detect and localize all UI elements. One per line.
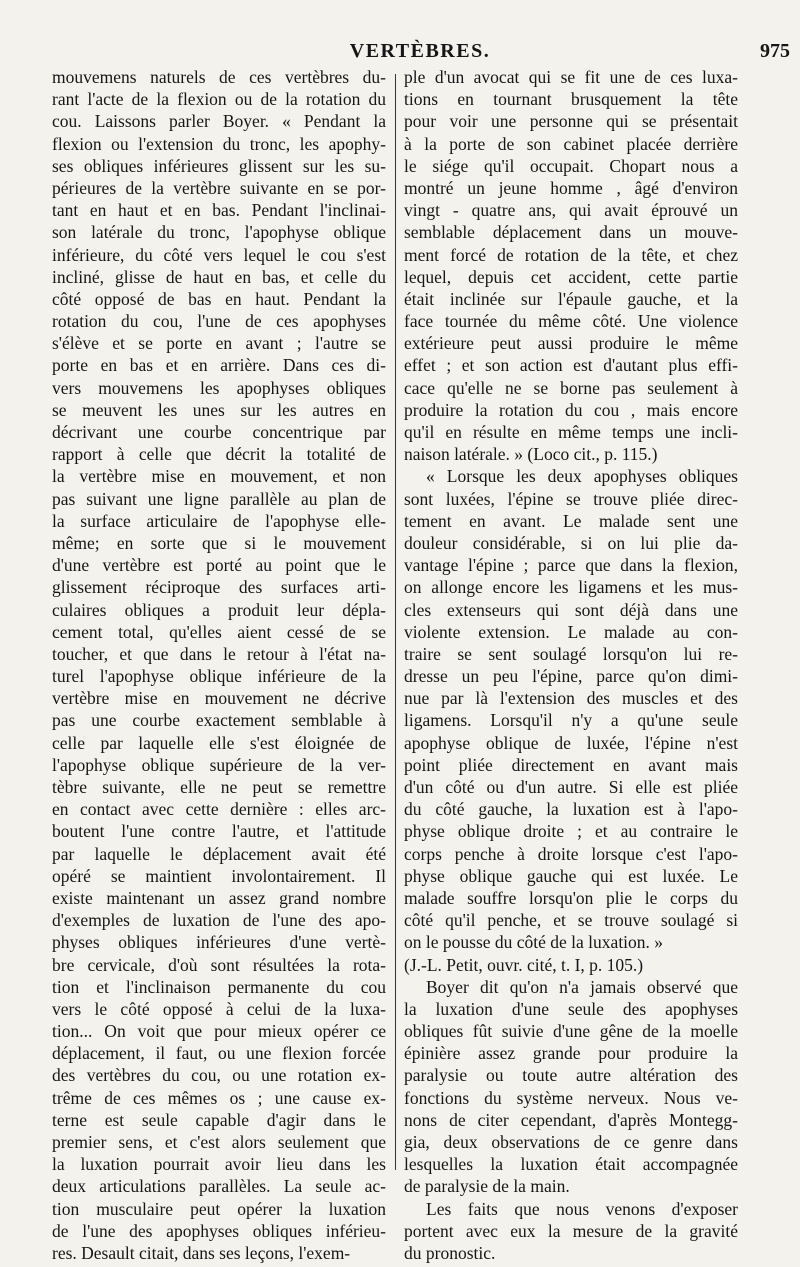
text-line: se meuvent les unes sur les autres en [52,399,386,420]
text-line: physe oblique gauche qui est luxée. Le [404,865,738,886]
text-line: lesquelles la luxation était accompagnée [404,1154,738,1175]
text-line: trême de ces mêmes os ; une cause ex- [52,1087,386,1108]
text-line: cement total, qu'elles aient cessé de se [52,621,386,642]
text-line: ligamens. Lorsqu'il n'y a qu'une seule [404,710,738,731]
text-line: naison latérale. » (Loco cit., p. 115.) [404,444,658,465]
text-line: s'élève et se porte en avant ; l'autre se [52,333,386,354]
text-line: rant l'acte de la flexion ou de la rotation du [52,89,386,110]
text-line: ment forcé de rotation de la tête, et chez [404,244,738,265]
running-head: VERTÈBRES. [349,40,491,62]
text-line: côté qu'il penche, et se trouve soulagé si [404,910,738,931]
text-line: portent avec eux la mesure de la gravité [404,1220,738,1241]
column-divider [395,74,396,1170]
text-line: d'un côté ou d'un autre. Si elle est pliée [404,777,738,797]
text-line: cou. Laissons parler Boyer. « Pendant la [52,111,386,132]
text-line: (J.-L. Petit, ouvr. cité, t. I, p. 105.) [404,954,644,975]
text-line: pour voir une personne qui se présentait [404,111,738,132]
text-line: obliques fût suivie d'une gêne de la moelle [404,1021,738,1042]
text-line: épinière assez grande pour produire la [404,1043,738,1064]
text-line: apophyse oblique de luxée, l'épine n'est [404,732,738,753]
text-line: porte en bas et en arrière. Dans ces di- [52,355,386,376]
text-line: côté opposé de bas en haut. Pendant la [52,288,386,309]
text-line: tèbre suivante, elle ne peut se remettre [52,777,386,797]
text-line: la vertèbre mise en mouvement, et non [52,466,386,487]
text-line: cace qu'elle ne se borne pas seulement à [404,377,738,398]
text-line: déplacement, il faut, ou une flexion forcée [52,1043,386,1064]
text-line: produire la rotation du cou , mais encore [404,399,738,420]
text-line: tant en haut et en bas. Pendant l'inclinai- [52,200,386,221]
text-line: tion... On voit que pour mieux opérer ce [52,1021,386,1042]
text-line: premier sens, et c'est alors seulement que [52,1132,386,1152]
text-line: nue par là l'extension des muscles et des [404,688,738,709]
text-line: la luxation pourrait avoir lieu dans les [52,1154,386,1175]
text-line: sont luxées, l'épine se trouve pliée direc- [404,488,738,509]
text-line: la surface articulaire de l'apophyse elle- [52,510,386,531]
text-line: montré un jeune homme , âgé d'environ [404,177,738,198]
text-line: boutent l'une contre l'autre, et l'attitude [52,821,386,842]
text-line: du côté gauche, la luxation est à l'apo- [404,799,738,820]
text-line: rotation du cou, l'une de ces apophyses [52,311,386,332]
text-line: son latérale du tronc, l'apophyse oblique [52,222,386,243]
text-line: existe maintenant un assez grand nombre [52,887,386,908]
text-line: turel l'apophyse oblique inférieure de la [52,666,386,687]
text-line: du pronostic. [404,1242,496,1263]
text-line: point pliée directement en avant mais [404,754,738,775]
text-line: terne est seule capable d'agir dans le [52,1109,386,1130]
text-line: inférieure, du côté vers lequel le cou s'est [52,244,386,265]
text-line: culaires obliques a produit leur dépla- [52,599,386,620]
text-line: res. Desault citait, dans ses leçons, l'exem- [52,1242,351,1263]
text-line: face tournée du même côté. Une violence [404,311,738,332]
text-line: tion musculaire peut opérer la luxation [52,1198,386,1219]
text-line: cles extenseurs qui sont déjà dans une [404,599,738,620]
text-line: décrivant une courbe concentrique par [52,422,386,442]
text-line: Les faits que nous venons d'exposer [426,1198,738,1219]
text-line: celle par laquelle elle s'est éloignée de [52,732,386,753]
text-line: vertèbre mise en mouvement ne décrive [52,688,386,709]
text-line: était inclinée sur l'épaule gauche, et la [404,288,738,309]
text-line: d'une vertèbre est porté au point que le [52,555,386,576]
text-line: violente extension. Le malade au con- [404,621,738,642]
text-line: corps penche à droite lorsque c'est l'apo- [404,843,738,864]
text-line: pas suivant une ligne parallèle au plan de [52,488,386,509]
text-line: Boyer dit qu'on n'a jamais observé que [426,976,738,997]
text-line: ses obliques inférieures glissent sur les su- [52,155,386,176]
text-line: vantage l'épine ; parce que dans la flexion, [404,555,738,576]
text-line: traire se sent soulagé lorsqu'on lui re- [404,643,738,664]
text-line: tion et l'inclinaison permanente du cou [52,976,386,997]
text-line: vers le côté opposé à celui de la luxa- [52,998,386,1019]
text-line: lequel, depuis cet accident, cette partie [404,266,738,287]
text-line: de l'une des apophyses obliques inférieu- [52,1220,386,1241]
text-line: extérieure peut aussi produire le même [404,333,738,354]
text-line: d'exemples de luxation de l'une des apo- [52,910,386,931]
text-line: flexion ou l'extension du tronc, les apophy- [52,133,386,154]
text-line: mouvemens naturels de ces vertèbres du- [52,67,386,87]
text-line: « Lorsque les deux apophyses obliques [426,466,738,487]
text-line: physes obliques inférieures d'une vertè- [52,932,386,953]
text-line: effet ; et son action est d'autant plus effi- [404,355,738,376]
text-line: l'apophyse oblique supérieure de la ver- [52,754,386,775]
text-line: vers mouvemens les apophyses obliques [52,377,386,398]
text-line: ple d'un avocat qui se fit une de ces luxa- [404,67,738,87]
text-line: toucher, et que dans le retour à l'état na- [52,643,386,664]
text-line: on le pousse du côté de la luxation. » [404,932,664,953]
left-column [52,66,386,1263]
text-line: physe oblique droite ; et au contraire le [404,821,738,842]
text-line: par laquelle le déplacement avait été [52,843,386,864]
text-line: tions en tournant brusquement la tête [404,89,738,110]
text-line: la luxation d'une seule des apophyses [404,998,738,1019]
text-line: rapport à celle que décrit la totalité de [52,444,386,465]
text-line: semblable déplacement dans un mouve- [404,222,738,243]
text-line: nons de citer cependant, d'après Montegg- [404,1109,738,1130]
text-line: qu'il en résulte en même temps une incli- [404,422,738,442]
text-line: le siége qu'il occupait. Chopart nous a [404,155,738,176]
text-line: on allonge encore les ligamens et les mus- [404,577,738,598]
text-line: vingt - quatre ans, qui avait éprouvé un [404,200,738,221]
text-line: malade souffre lorsqu'on plie le corps du [404,887,738,908]
text-line: même; en sorte que si le mouvement [52,532,386,553]
text-line: opéré se maintient involontairement. Il [52,865,386,886]
text-line: bre cervicale, d'où sont résultées la rota- [52,954,386,975]
text-line: de paralysie de la main. [404,1176,570,1197]
text-line: incliné, glisse de haut en bas, et celle du [52,266,386,287]
page-number: 975 [760,40,790,62]
text-line: pas une courbe exactement semblable à [52,710,386,731]
text-line: gia, deux observations de ce genre dans [404,1132,738,1152]
text-line: fonctions du système nerveux. Nous ve- [404,1087,738,1108]
text-line: des vertèbres du cou, ou une rotation ex- [52,1065,386,1086]
text-line: périeures de la vertèbre suivante en se por- [52,177,386,198]
text-line: deux articulations parallèles. La seule ac- [52,1176,386,1197]
text-line: glissement réciproque des surfaces arti- [52,577,386,598]
text-line: tement en avant. Le malade sent une [404,510,738,531]
text-line: douleur considérable, si on lui plie da- [404,532,738,553]
text-line: en contact avec cette dernière : elles arc- [52,799,386,820]
right-column [404,66,738,1263]
text-line: paralysie ou toute autre altération des [404,1065,738,1086]
text-line: à la porte de son cabinet placée derrière [404,133,738,154]
text-line: dresse un peu l'épine, parce qu'on dimi- [404,666,738,687]
